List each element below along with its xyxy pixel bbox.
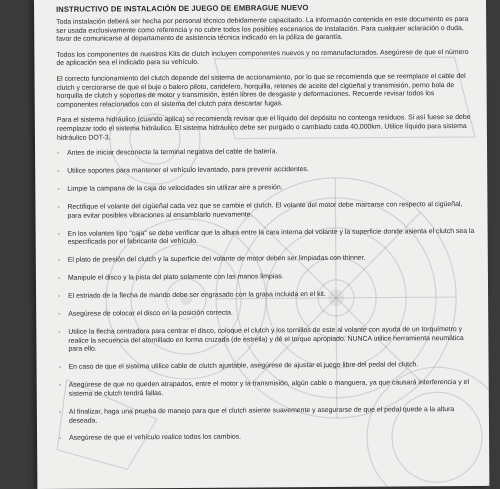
bullet: - <box>57 275 61 283</box>
step-text: Manipule el disco y la pista del plato solamente con las manos limpias. <box>67 273 284 282</box>
steps-list <box>57 147 477 444</box>
step-text: El plato de presión del clutch y la superficie del volante de motor deben ser limpiadas con thinner. <box>67 254 366 265</box>
step-text: En caso de que el sistema utilice cable de clutch ajustable, asegúrese de ajustar el juego libre del pedal del clutch. <box>68 361 419 372</box>
bullet: - <box>57 185 60 193</box>
list-item <box>58 254 476 266</box>
list-item <box>57 165 475 177</box>
instruction-sheet <box>34 0 489 489</box>
list-item <box>59 406 477 426</box>
bullet: - <box>58 328 61 337</box>
step-text: Rectifique el volante del cigüeñal cada vez que se cambie el clutch. El volante del motor debe marcarse con respecto al cigüeñal, para evitar posibles vibraciones al ensamblarlo nuevamente. <box>67 201 463 220</box>
step-text: Asegúrese de colocar el disco en la posición correcta. <box>68 309 233 318</box>
list-item <box>57 201 475 221</box>
bullet: - <box>57 230 60 238</box>
bullet: - <box>58 293 61 301</box>
step-text: Al finalizar, haga una prueba de manejo para que el clutch asiente suavemente y asegurarse de que el pedal quede a la altura deseada. <box>68 405 455 425</box>
list-item <box>58 228 476 248</box>
document-title: INSTRUCTIVO DE INSTALACIÓN DE JUEGO DE EMBRAGUE NUEVO <box>56 3 309 14</box>
bullet: - <box>57 149 60 157</box>
intro-paragraph-2: Todos los componentes de nuestros Kits de clutch incluyen componentes nuevos y no remanufacturados. Asegúrese de que el número de aplicación sea el indicado para su vehículo. <box>56 48 469 68</box>
step-text: Antes de iniciar desconecte la terminal negativa del cable de batería. <box>67 148 278 157</box>
list-item <box>58 308 476 320</box>
bullet: - <box>59 435 62 443</box>
list-item <box>59 379 477 399</box>
intro-paragraph-1: Toda instalación deberá ser hecha por personal técnico debidamente capacitado. La información contenida en este documento es para ser usada exclusivamente como referencia y no cubre todos los posibles escenarios de instalación. Para cualquier aclaración o duda, favor de comunicarse al departamento de asistencia técnica indicado en la póliza de garantía. <box>56 15 469 44</box>
bullet: - <box>57 167 60 175</box>
list-item <box>58 326 476 355</box>
list-item <box>57 183 475 195</box>
document-body <box>56 2 477 453</box>
bullet: - <box>58 408 62 416</box>
bullet: - <box>58 364 61 372</box>
list-item <box>58 272 476 284</box>
bullet: - <box>58 382 62 390</box>
list-item <box>57 147 475 159</box>
intro-paragraph-4: Para el sistema hidráulico (cuando aplica) se recomienda revisar que el líquido del depósito no contenga residuos. Si así fuese se debe reemplazar todo el sistema hidráulico. El sistema hidráulico debe ser purgado o cambiado cada 40,000km. Utilice líquido para sistema hidráulico DOT-3. <box>56 114 471 142</box>
bullet: - <box>57 203 60 211</box>
intro-paragraph-3: El correcto funcionamiento del clutch depende del sistema de accionamiento, por lo que se recomienda que se reemplace el cable del clutch y cerciorarse de que el buje o balero piloto, candelero, horquilla, retenes de aceite del cigüeñal y transmisión, perno bola de horquilla de clutch y soportes de motor y transmisión, estén libres de desgaste y deformaciones. Recuerde revisar todos los componentes relacionados con el sistema del clutch para descartar fugas. <box>56 72 466 109</box>
step-text: El estriado de la flecha de mando debe ser engrasado con la grasa incluida en el kit. <box>68 291 326 300</box>
step-text: Utilice la flecha centradora para centrar el disco, coloque el clutch y los tornillos de este al volante con ayuda de un torquímetro y realice la secuencia del atornillado en forma cruzada (de estrella) y dé el torque apropiado. NUNCA utilice herramienta neumática para ello. <box>68 326 464 354</box>
list-item <box>59 361 477 373</box>
step-text: En los volantes tipo "caja" se debe verificar que la altura entre la cara interna del volante y la superficie donde asienta el clutch sea la especificada por el fabricante del vehículo. <box>67 227 475 247</box>
bullet: - <box>57 257 61 265</box>
step-text: Utilice soportes para mantener el vehículo levantado, para prevenir accidentes. <box>67 166 309 175</box>
step-text: Asegúrese de que no queden atrapados, entre el motor y la transmisión, algún cable o manguera, ya que causará interferencia y el sistema de clutch tendrá fallas. <box>68 379 470 398</box>
list-item <box>58 290 476 302</box>
bullet: - <box>58 311 61 319</box>
step-text: Asegúrese de que el vehículo realice todos los cambios. <box>69 434 242 443</box>
step-text: Limpie la campana de la caja de velocidades sin utilizar aire a presión. <box>67 184 283 193</box>
list-item <box>59 432 477 444</box>
